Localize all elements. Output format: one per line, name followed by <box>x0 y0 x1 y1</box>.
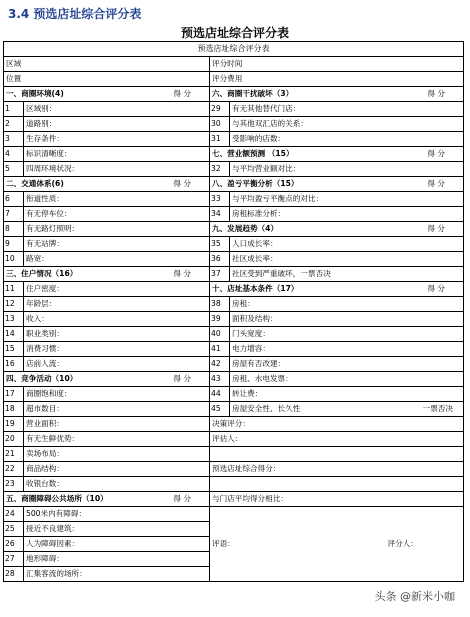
rater-label: 评估人： <box>210 432 464 447</box>
item-label: 营业面积： <box>24 417 210 432</box>
item-number: 25 <box>4 522 24 537</box>
item-label: 房屋安全性、长久性 一票否决 <box>230 402 464 417</box>
item-number: 45 <box>210 402 230 417</box>
item-number: 9 <box>4 237 24 252</box>
section-heading-right: 八、盈亏平衡分析（15） 得 分 <box>210 177 464 192</box>
item-number: 40 <box>210 327 230 342</box>
item-label: 社区成长率： <box>230 252 464 267</box>
item-number: 23 <box>4 477 24 492</box>
item-number: 21 <box>4 447 24 462</box>
item-number: 41 <box>210 342 230 357</box>
item-number: 42 <box>210 357 230 372</box>
item-number: 43 <box>210 372 230 387</box>
item-number: 19 <box>4 417 24 432</box>
location-label: 位置 <box>4 72 210 87</box>
item-label: 房屋有否改建： <box>230 357 464 372</box>
item-label: 人为障碍因素： <box>24 537 210 552</box>
section-heading-right: 七、营业额预测 （15） 得 分 <box>210 147 464 162</box>
item-label: 生存条件： <box>24 132 210 147</box>
item-label: 门头宽度： <box>230 327 464 342</box>
veto-label: 一票否决 <box>422 404 453 414</box>
item-label: 卖场布局： <box>24 447 210 462</box>
item-number: 26 <box>4 537 24 552</box>
item-number: 5 <box>4 162 24 177</box>
item-label: 有无其他替代门店： <box>230 102 464 117</box>
item-number: 37 <box>210 267 230 282</box>
item-label: 消费习惯： <box>24 342 210 357</box>
section-heading-right: 六、商圈干扰破坏（3） 得 分 <box>210 87 464 102</box>
item-label: 有无站牌： <box>24 237 210 252</box>
section-heading-left: 一、商圈环境(4) 得 分 <box>4 87 210 102</box>
item-number: 2 <box>4 117 24 132</box>
item-label: 面积及结构： <box>230 312 464 327</box>
item-label: 与其他双汇店的关系： <box>230 117 464 132</box>
item-number: 20 <box>4 432 24 447</box>
item-label: 收入： <box>24 312 210 327</box>
item-number: 35 <box>210 237 230 252</box>
item-label: 商品结构： <box>24 462 210 477</box>
item-number: 15 <box>4 342 24 357</box>
reviewer-label: 评分人： <box>387 539 418 549</box>
item-label: 道路别： <box>24 117 210 132</box>
item-label: 接近不良建筑： <box>24 522 210 537</box>
item-number: 6 <box>4 192 24 207</box>
section-heading-right: 九、发展趋势（4） 得 分 <box>210 222 464 237</box>
item-label: 有无生鲜优势： <box>24 432 210 447</box>
item-number: 10 <box>4 252 24 267</box>
item-label: 人口成长率： <box>230 237 464 252</box>
section-heading-left: 四、竞争活动（10） 得 分 <box>4 372 210 387</box>
item-number: 32 <box>210 162 230 177</box>
comparison-label: 与门店平均得分相比： <box>210 492 464 507</box>
item-number: 17 <box>4 387 24 402</box>
item-label: 路宽： <box>24 252 210 267</box>
table-caption: 预选店址综合评分表 <box>4 42 464 57</box>
review-area <box>210 507 464 582</box>
item-number: 8 <box>4 222 24 237</box>
section-heading-right: 十、店址基本条件（17） 得 分 <box>210 282 464 297</box>
item-number: 28 <box>4 567 24 582</box>
item-number: 33 <box>210 192 230 207</box>
item-label: 受影响的店数： <box>230 132 464 147</box>
item-label: 超市数目： <box>24 402 210 417</box>
item-label: 衔道性质： <box>24 192 210 207</box>
rating-cost-label: 评分费用 <box>210 72 464 87</box>
item-label: 与平均盈亏平衡点的对比： <box>230 192 464 207</box>
item-label: 与平均营业额对比： <box>230 162 464 177</box>
item-number: 12 <box>4 297 24 312</box>
item-label: 区域别： <box>24 102 210 117</box>
form-title: 预选店址综合评分表 <box>180 26 289 40</box>
item-label: 地形障碍： <box>24 552 210 567</box>
item-label: 社区受到严重破坏，一票否决 <box>230 267 464 282</box>
item-label: 转让费： <box>230 387 464 402</box>
decision-score-label: 决策评分： <box>210 417 464 432</box>
item-number: 44 <box>210 387 230 402</box>
section-heading: 3.4 预选店址综合评分表 <box>8 7 142 21</box>
item-number: 31 <box>210 132 230 147</box>
item-label: 年龄层： <box>24 297 210 312</box>
item-number: 18 <box>4 402 24 417</box>
blank-cell <box>210 477 464 492</box>
rating-time-label: 评分时间 <box>210 57 464 72</box>
item-label: 标识清晰度： <box>24 147 210 162</box>
item-label: 收银台数： <box>24 477 210 492</box>
item-number: 1 <box>4 102 24 117</box>
item-number: 4 <box>4 147 24 162</box>
section-heading-left: 二、交通体系(6) 得 分 <box>4 177 210 192</box>
item-label: 职业类别： <box>24 327 210 342</box>
item-label: 店前人流： <box>24 357 210 372</box>
item-label: 房租： <box>230 297 464 312</box>
item-number: 11 <box>4 282 24 297</box>
item-number: 30 <box>210 117 230 132</box>
item-number: 38 <box>210 297 230 312</box>
review-label: 评语： <box>212 539 235 549</box>
watermark: 头条 @新米小咖 <box>372 587 459 605</box>
region-label: 区域 <box>4 57 210 72</box>
item-label: 500米内有障碍： <box>24 507 210 522</box>
item-number: 24 <box>4 507 24 522</box>
item-number: 13 <box>4 312 24 327</box>
blank-cell <box>210 447 464 462</box>
item-label: 有无路灯照明： <box>24 222 210 237</box>
item-number: 14 <box>4 327 24 342</box>
item-number: 7 <box>4 207 24 222</box>
site-score-table <box>3 41 464 582</box>
item-label: 商圈饱和度： <box>24 387 210 402</box>
item-number: 16 <box>4 357 24 372</box>
item-number: 3 <box>4 132 24 147</box>
item-number: 34 <box>210 207 230 222</box>
item-number: 29 <box>210 102 230 117</box>
section-heading-left: 五、商圈障碍公共场所（10） 得 分 <box>4 492 210 507</box>
item-number: 27 <box>4 552 24 567</box>
item-label: 房租标准分析： <box>230 207 464 222</box>
item-number: 39 <box>210 312 230 327</box>
item-label: 房租、水电发票： <box>230 372 464 387</box>
item-label: 住户密度： <box>24 282 210 297</box>
item-number: 22 <box>4 462 24 477</box>
item-label: 四周环境状况： <box>24 162 210 177</box>
item-label: 电力增容： <box>230 342 464 357</box>
item-number: 36 <box>210 252 230 267</box>
item-label: 汇集客流的场所： <box>24 567 210 582</box>
total-score-label: 预选店址综合得分： <box>210 462 464 477</box>
section-heading-left: 三、住户情况（16） 得 分 <box>4 267 210 282</box>
item-label: 有无停车位： <box>24 207 210 222</box>
